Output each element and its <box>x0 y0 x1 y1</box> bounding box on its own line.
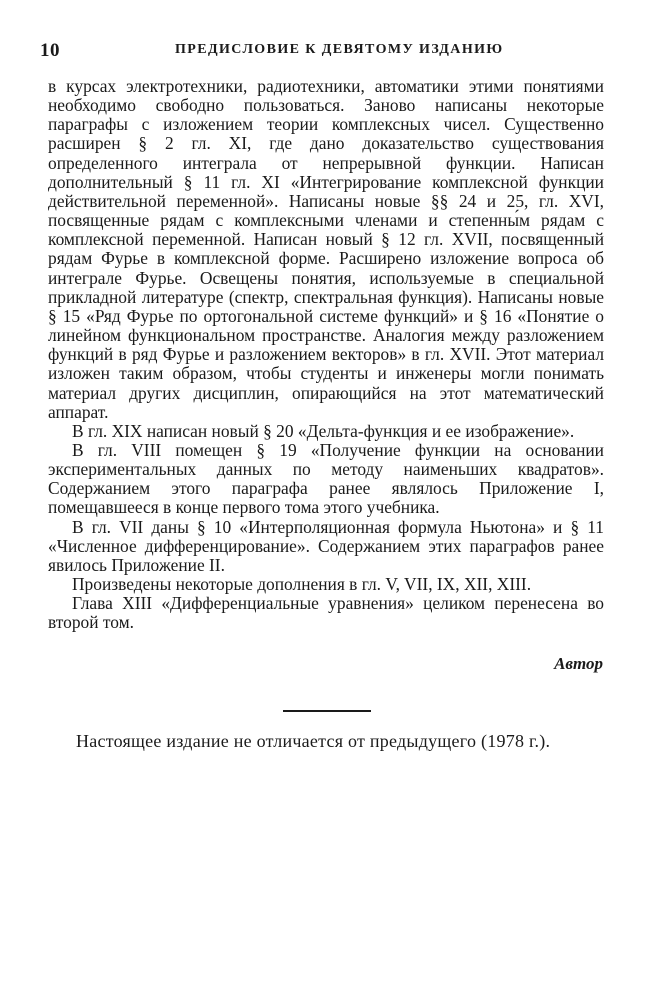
paragraph: В гл. VII даны § 10 «Интерполяционная формула Ньютона» и § 11 «Численное дифференцирование». Содержанием этих параграфов ранее явилось Приложение II. <box>48 516 604 575</box>
paragraph: Глава XIII «Дифференциальные уравнения» целиком перенесена во второй том. <box>48 593 604 633</box>
section-divider <box>283 710 371 712</box>
running-title: ПРЕДИСЛОВИЕ К ДЕВЯТОМУ ИЗДАНИЮ <box>175 42 504 57</box>
paragraph-continued: в курсах электротехники, радиотехники, автоматики этими понятиями необходимо свободно пользоваться. Заново написаны некоторые параграфы с изложением теории комплексных чисел. Существенно расширен § 2 гл. XI, где дано доказательство существования определенного интеграла от непрерывной функции. Написан дополнительный § 11 гл. XI «Интегрирование комплексной функции действительной переменной». Написаны новые §§ 24 и 25, гл. XVI, посвященные рядам с комплексными членами и степенны́м рядам с комплексной переменной. Написан новый § 12 гл. XVII, посвященный рядам Фурье в комплексной форме. Расширено изложение вопроса об интеграле Фурье. Освещены понятия, используемые в специальной прикладной литературе (спектр, спектральная функция). Написаны новые § 15 «Ряд Фурье по ортогональной системе функций» и § 16 «Понятие о линейном функциональном пространстве. Аналогия между разложением функций в ряд Фурье и разложением векторов» в гл. XVII. Этот материал изложен таким образом, чтобы студенты и инженеры могли понимать материал других дисциплин, опирающийся на этот математический аппарат. <box>48 76 604 422</box>
paragraph: В гл. XIX написан новый § 20 «Дельта-функция и ее изображение». <box>72 420 575 441</box>
edition-note: Настоящее издание не отличается от предыдущего (1978 г.). <box>76 731 551 751</box>
paragraph: Произведены некоторые дополнения в гл. V, VII, IX, XII, XIII. <box>72 574 532 595</box>
author-signature: Автор <box>554 654 603 673</box>
paragraph: В гл. VIII помещен § 19 «Получение функции на основании экспериментальных данных по методу наименьших квадратов». Содержанием этого параграфа ранее являлось Приложение I, помещавшееся в конце первого тома этого учебника. <box>48 439 604 518</box>
running-header <box>40 40 604 60</box>
preface-body <box>48 77 604 633</box>
page-number: 10 <box>40 40 60 61</box>
